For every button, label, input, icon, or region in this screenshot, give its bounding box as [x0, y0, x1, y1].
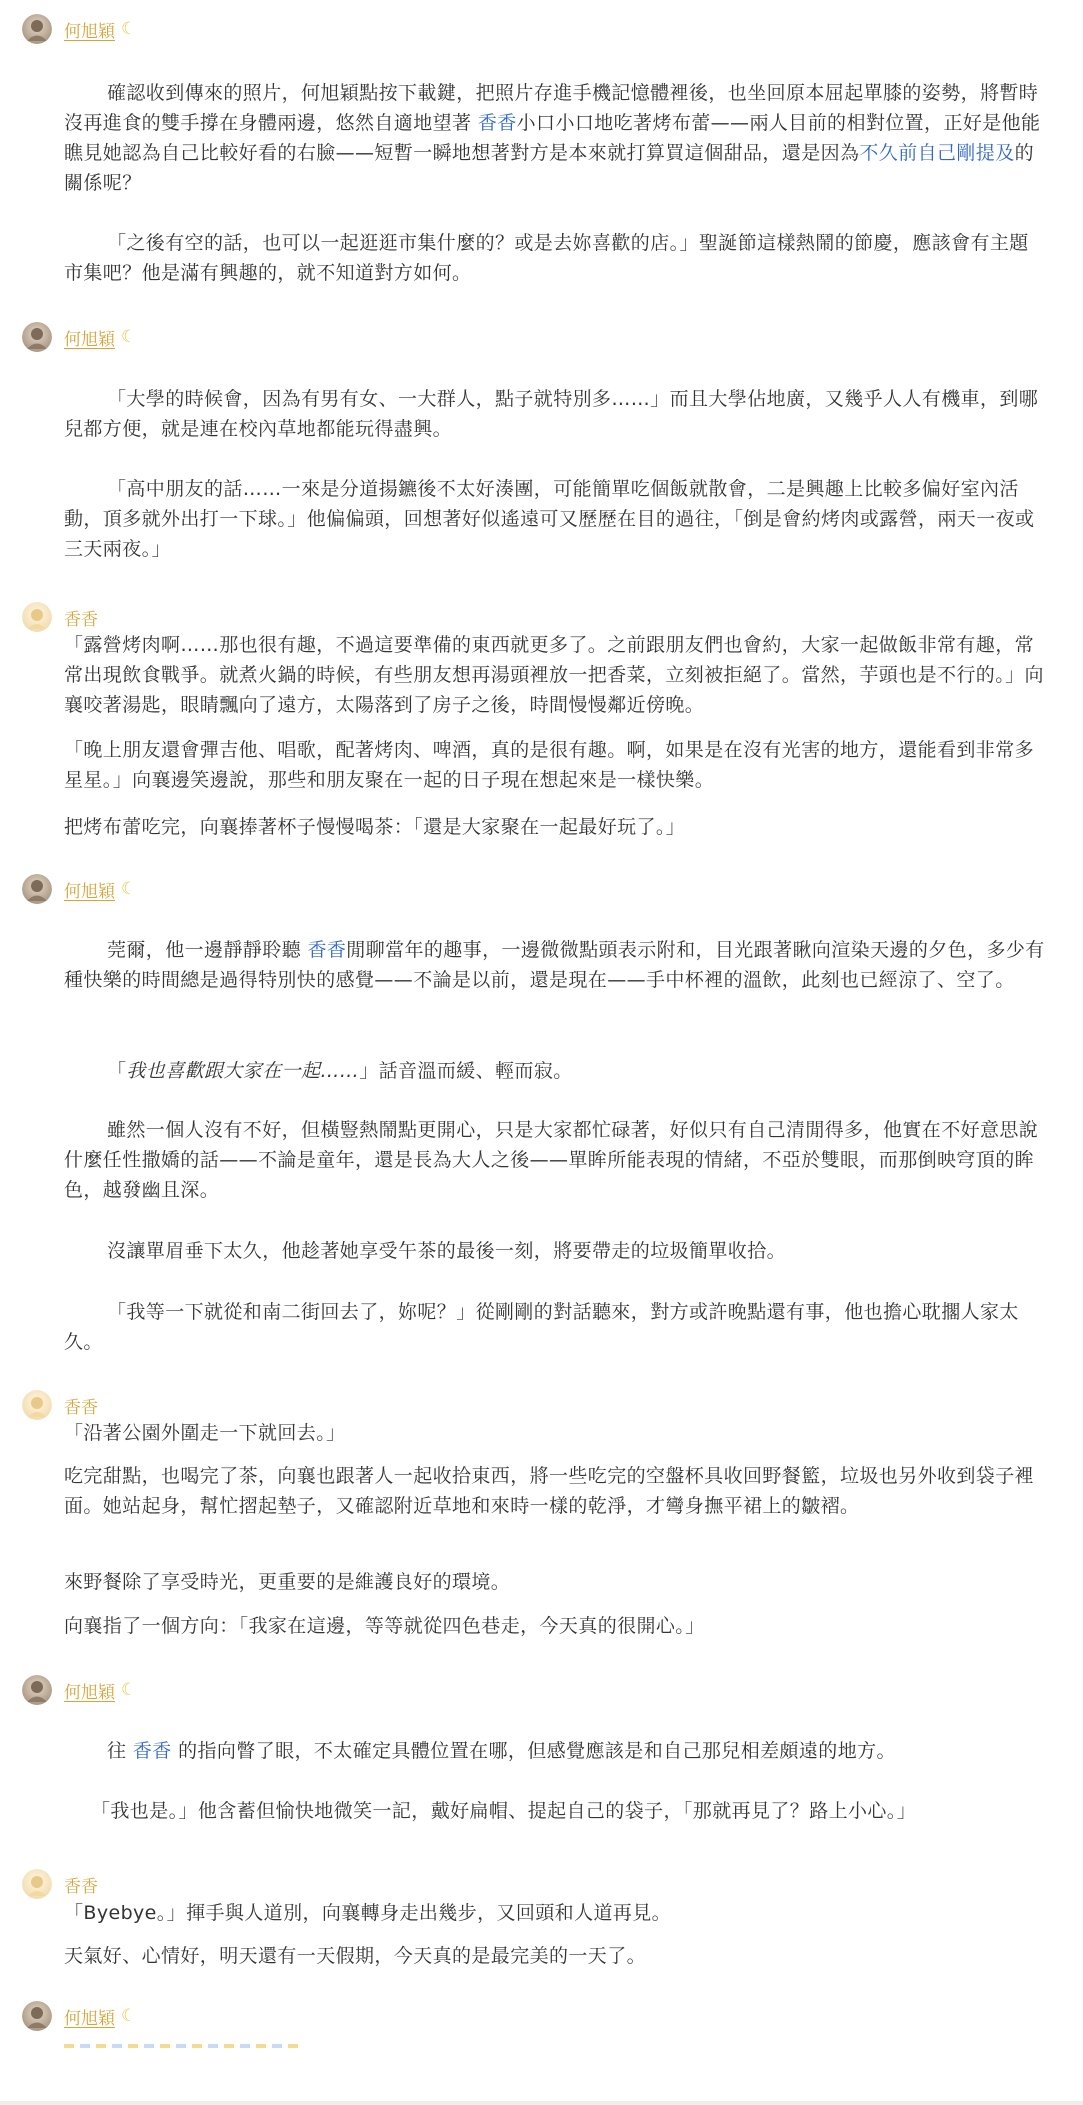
- post-header: [22, 321, 136, 353]
- post-paragraph: 「Byebye。」揮手與人道別，向襄轉身走出幾步，又回頭和人道再見。: [64, 1902, 672, 1924]
- avatar[interactable]: [22, 1869, 52, 1899]
- avatar[interactable]: [22, 1390, 52, 1420]
- text: 小口小口地吃著烤布蕾——兩人目前的相對位置，正好是他能瞧見她認為自己比較好看的右臉——短暫一瞬地想著對方是本來就打算買這個甜品，還是因為: [64, 112, 1041, 164]
- username-link[interactable]: 何旭穎: [64, 2008, 115, 2029]
- post-paragraph: 把烤布蕾吃完，向襄捧著杯子慢慢喝茶：「還是大家聚在一起最好玩了。」: [64, 816, 686, 838]
- post-header: [22, 2000, 136, 2032]
- post-header: [22, 1868, 98, 1900]
- moon-icon: ☾: [121, 2005, 137, 2026]
- post-paragraph: 「大學的時候會，因為有男有女、一大群人，點子就特別多……」而且大學佔地廣，又幾乎人人有機車，到哪兒都方便，就是連在校內草地都能玩得盡興。: [64, 388, 1039, 440]
- post-paragraph: 「露營烤肉啊……那也很有趣，不過這要準備的東西就更多了。之前跟朋友們也會約，大家一起做飯非常有趣，常常出現飲食戰爭。就煮火鍋的時候，有些朋友想再湯頭裡放一把香菜，立刻被拒絕了。當然，芋頭也是不行的。」向襄咬著湯匙，眼睛飄向了遠方，太陽落到了房子之後，時間慢慢鄰近傍晚。: [64, 634, 1044, 716]
- username: 香香: [64, 1876, 98, 1897]
- post-paragraph: 雖然一個人沒有不好，但橫豎熱鬧點更開心，只是大家都忙碌著，好似只有自己清閒得多，他實在不好意思說什麼任性撒嬌的話——不論是童年，還是長為大人之後——單眸所能表現的情緒，不亞於雙眼，而那倒映穹頂的眸色，越發幽且深。: [64, 1119, 1039, 1201]
- post-paragraph: [64, 935, 1048, 995]
- moon-icon: ☾: [121, 18, 137, 39]
- divider: [0, 2101, 1083, 2105]
- post-paragraph: 「我也是。」他含蓄但愉快地微笑一記，戴好扁帽、提起自己的袋子，「那就再見了？路上小心。」: [91, 1800, 917, 1822]
- post-paragraph: 吃完甜點，也喝完了茶，向襄也跟著人一起收拾東西，將一些吃完的空盤杯具收回野餐籃，垃圾也另外收到袋子裡面。她站起身，幫忙摺起墊子，又確認附近草地和來時一樣的乾淨，才彎身撫平裙上的皺褶。: [64, 1465, 1035, 1517]
- text: 往: [107, 1740, 133, 1762]
- post-header: [22, 873, 136, 905]
- post-header: [22, 13, 136, 45]
- typing-indicator: [64, 2044, 304, 2048]
- mention-link[interactable]: 香香: [307, 939, 347, 961]
- text: 確認收到傳來的照片，何旭穎點按下載鍵，把照片存進手機記憶體裡後，也坐回原本屈起單膝的姿勢，將暫時沒再進食的雙手撐在身體兩邊，悠然自適地望著: [64, 82, 1039, 134]
- post-paragraph: 「高中朋友的話……一來是分道揚鑣後不太好湊團，可能簡單吃個飯就散會，二是興趣上比較多偏好室內活動，頂多就外出打一下球。」他偏偏頭，回想著好似遙遠可又歷歷在目的過往，「倒是會約烤肉或露營，兩天一夜或三天兩夜。」: [64, 478, 1035, 560]
- mention-link[interactable]: 香香: [477, 112, 517, 134]
- username: 香香: [64, 609, 98, 630]
- text: 閒聊當年的趣事，一邊微微點頭表示附和，目光跟著瞅向渲染天邊的夕色，多少有種快樂的時間總是過得特別快的感覺——不論是以前，還是現在——手中杯裡的溫飲，此刻也已經涼了、空了。: [64, 939, 1045, 991]
- text: 莞爾，他一邊靜靜聆聽: [107, 939, 308, 961]
- post-paragraph: 「晚上朋友還會彈吉他、唱歌，配著烤肉、啤酒，真的是很有趣。啊，如果是在沒有光害的地方，還能看到非常多星星。」向襄邊笑邊說，那些和朋友聚在一起的日子現在想起來是一樣快樂。: [64, 739, 1035, 791]
- moon-icon: ☾: [121, 1679, 137, 1700]
- moon-icon: ☾: [121, 878, 137, 899]
- post-paragraph: 「我等一下就從和南二街回去了，妳呢？」從剛剛的對話聽來，對方或許晚點還有事，他也擔心耽擱人家太久。: [64, 1301, 1019, 1353]
- avatar[interactable]: [22, 602, 52, 632]
- avatar[interactable]: [22, 14, 52, 44]
- post-header: [22, 601, 98, 633]
- text: 的關係呢？: [64, 142, 1035, 194]
- post-header: [22, 1389, 98, 1421]
- post-link[interactable]: 不久前自己剛提及: [859, 142, 1015, 164]
- username: 香香: [64, 1397, 98, 1418]
- text: 的指向瞥了眼，不太確定具體位置在哪，但感覺應該是和自己那兒相差頗遠的地方。: [171, 1740, 896, 1762]
- italic-text: 我也喜歡跟大家在一起……: [126, 1060, 360, 1082]
- mention-link[interactable]: 香香: [132, 1740, 172, 1762]
- post-paragraph: 「沿著公園外圍走一下就回去。」: [64, 1422, 346, 1444]
- post-paragraph: 沒讓單眉垂下太久，他趁著她享受午茶的最後一刻，將要帶走的垃圾簡單收拾。: [107, 1240, 787, 1262]
- text: 」話音溫而緩、輕而寂。: [359, 1060, 573, 1082]
- post-paragraph: 向襄指了一個方向：「我家在這邊，等等就從四色巷走，今天真的很開心。」: [64, 1615, 705, 1637]
- username-link[interactable]: 何旭穎: [64, 21, 115, 42]
- username-link[interactable]: 何旭穎: [64, 1682, 115, 1703]
- username-link[interactable]: 何旭穎: [64, 881, 115, 902]
- avatar[interactable]: [22, 322, 52, 352]
- post-paragraph: [64, 1736, 1048, 1766]
- avatar[interactable]: [22, 1675, 52, 1705]
- post-paragraph: 來野餐除了享受時光，更重要的是維護良好的環境。: [64, 1571, 511, 1593]
- post-paragraph: 「之後有空的話，也可以一起逛逛市集什麼的？或是去妳喜歡的店。」聖誕節這樣熱鬧的節慶，應該會有主題市集吧？他是滿有興趣的，就不知道對方如何。: [64, 232, 1029, 284]
- text: 「: [107, 1060, 127, 1082]
- post-header: [22, 1674, 136, 1706]
- avatar[interactable]: [22, 874, 52, 904]
- username-link[interactable]: 何旭穎: [64, 329, 115, 350]
- post-paragraph: 天氣好、心情好，明天還有一天假期，今天真的是最完美的一天了。: [64, 1945, 647, 1967]
- avatar[interactable]: [22, 2001, 52, 2031]
- moon-icon: ☾: [121, 326, 137, 347]
- post-paragraph: [64, 78, 1048, 198]
- post-paragraph: [64, 1056, 1048, 1086]
